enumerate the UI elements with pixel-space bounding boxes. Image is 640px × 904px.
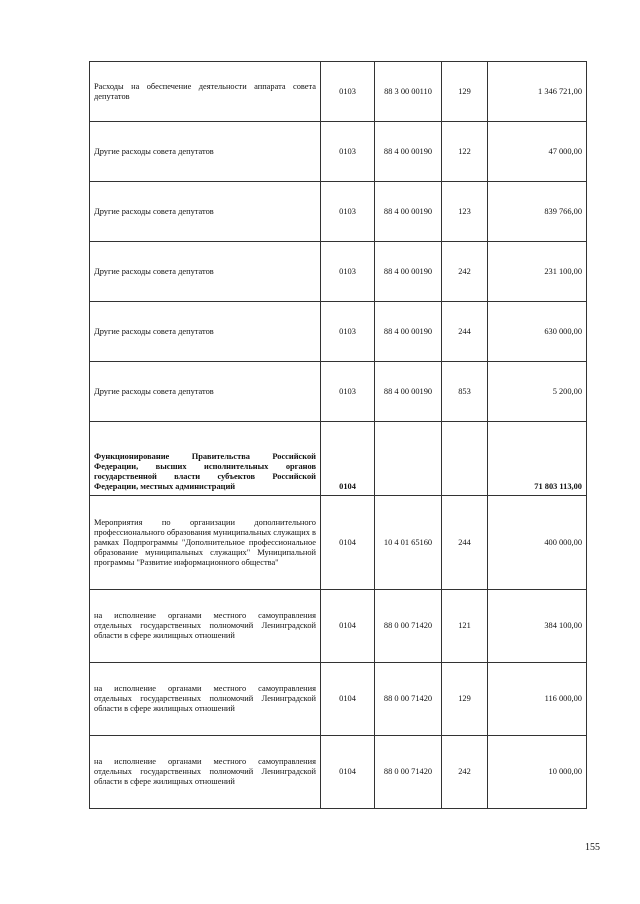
expense-kind-cell: 244 xyxy=(442,302,488,362)
section-code-cell: 0103 xyxy=(321,62,375,122)
amount-cell: 47 000,00 xyxy=(488,122,587,182)
expense-kind-cell: 122 xyxy=(442,122,488,182)
target-article-cell: 88 0 00 71420 xyxy=(375,663,442,736)
section-code-cell: 0104 xyxy=(321,496,375,590)
table-row xyxy=(90,122,587,182)
target-article-cell: 88 4 00 00190 xyxy=(375,122,442,182)
amount-cell: 71 803 113,00 xyxy=(488,422,587,496)
target-article-cell: 88 0 00 71420 xyxy=(375,736,442,809)
section-code-cell: 0104 xyxy=(321,422,375,496)
amount-cell: 231 100,00 xyxy=(488,242,587,302)
target-article-cell: 88 4 00 00190 xyxy=(375,242,442,302)
target-article-cell: 88 4 00 00190 xyxy=(375,302,442,362)
amount-cell: 630 000,00 xyxy=(488,302,587,362)
row-name-cell: Функционирование Правительства Российской Федерации, высших исполнительных органов государственной власти субъектов Российской Федерации, местных администраций xyxy=(90,422,321,496)
row-name-cell: Другие расходы совета депутатов xyxy=(90,122,321,182)
amount-cell: 5 200,00 xyxy=(488,362,587,422)
amount-cell: 384 100,00 xyxy=(488,590,587,663)
row-name-cell: на исполнение органами местного самоуправления отдельных государственных полномочий Ленинградской области в сфере жилищных отношений xyxy=(90,590,321,663)
amount-cell: 1 346 721,00 xyxy=(488,62,587,122)
section-code-cell: 0103 xyxy=(321,242,375,302)
section-code-cell: 0103 xyxy=(321,362,375,422)
budget-table xyxy=(89,61,587,809)
section-code-cell: 0104 xyxy=(321,736,375,809)
row-name-cell: на исполнение органами местного самоуправления отдельных государственных полномочий Ленинградской области в сфере жилищных отношений xyxy=(90,663,321,736)
row-name-cell: Мероприятия по организации дополнительного профессионального образования муниципальных служащих в рамках Подпрограммы "Дополнительное профессиональное образование муниципальных служащих" Муниципальной программы "Развитие информационного общества" xyxy=(90,496,321,590)
section-code-cell: 0104 xyxy=(321,663,375,736)
section-code-cell: 0104 xyxy=(321,590,375,663)
section-code-cell: 0103 xyxy=(321,182,375,242)
expense-kind-cell: 123 xyxy=(442,182,488,242)
row-name-cell: Другие расходы совета депутатов xyxy=(90,242,321,302)
table-row xyxy=(90,182,587,242)
target-article-cell xyxy=(375,422,442,496)
row-name-cell: Другие расходы совета депутатов xyxy=(90,182,321,242)
row-name-cell: Другие расходы совета депутатов xyxy=(90,362,321,422)
expense-kind-cell: 121 xyxy=(442,590,488,663)
expense-kind-cell: 242 xyxy=(442,242,488,302)
expense-kind-cell: 129 xyxy=(442,62,488,122)
expense-kind-cell xyxy=(442,422,488,496)
expense-kind-cell: 853 xyxy=(442,362,488,422)
table-row xyxy=(90,496,587,590)
table-body xyxy=(90,62,587,809)
section-code-cell: 0103 xyxy=(321,122,375,182)
expense-kind-cell: 129 xyxy=(442,663,488,736)
table-row xyxy=(90,663,587,736)
row-name-cell: Расходы на обеспечение деятельности аппарата совета депутатов xyxy=(90,62,321,122)
target-article-cell: 10 4 01 65160 xyxy=(375,496,442,590)
table-row xyxy=(90,590,587,663)
amount-cell: 839 766,00 xyxy=(488,182,587,242)
row-name-cell: на исполнение органами местного самоуправления отдельных государственных полномочий Ленинградской области в сфере жилищных отношений xyxy=(90,736,321,809)
amount-cell: 10 000,00 xyxy=(488,736,587,809)
table-row xyxy=(90,302,587,362)
section-code-cell: 0103 xyxy=(321,302,375,362)
expense-kind-cell: 244 xyxy=(442,496,488,590)
row-name-cell: Другие расходы совета депутатов xyxy=(90,302,321,362)
amount-cell: 400 000,00 xyxy=(488,496,587,590)
expense-kind-cell: 242 xyxy=(442,736,488,809)
target-article-cell: 88 0 00 71420 xyxy=(375,590,442,663)
target-article-cell: 88 4 00 00190 xyxy=(375,182,442,242)
target-article-cell: 88 3 00 00110 xyxy=(375,62,442,122)
page-number: 155 xyxy=(585,842,600,853)
table-row xyxy=(90,362,587,422)
amount-cell: 116 000,00 xyxy=(488,663,587,736)
table-row xyxy=(90,736,587,809)
table-row xyxy=(90,422,587,496)
table-row xyxy=(90,62,587,122)
table-row xyxy=(90,242,587,302)
target-article-cell: 88 4 00 00190 xyxy=(375,362,442,422)
